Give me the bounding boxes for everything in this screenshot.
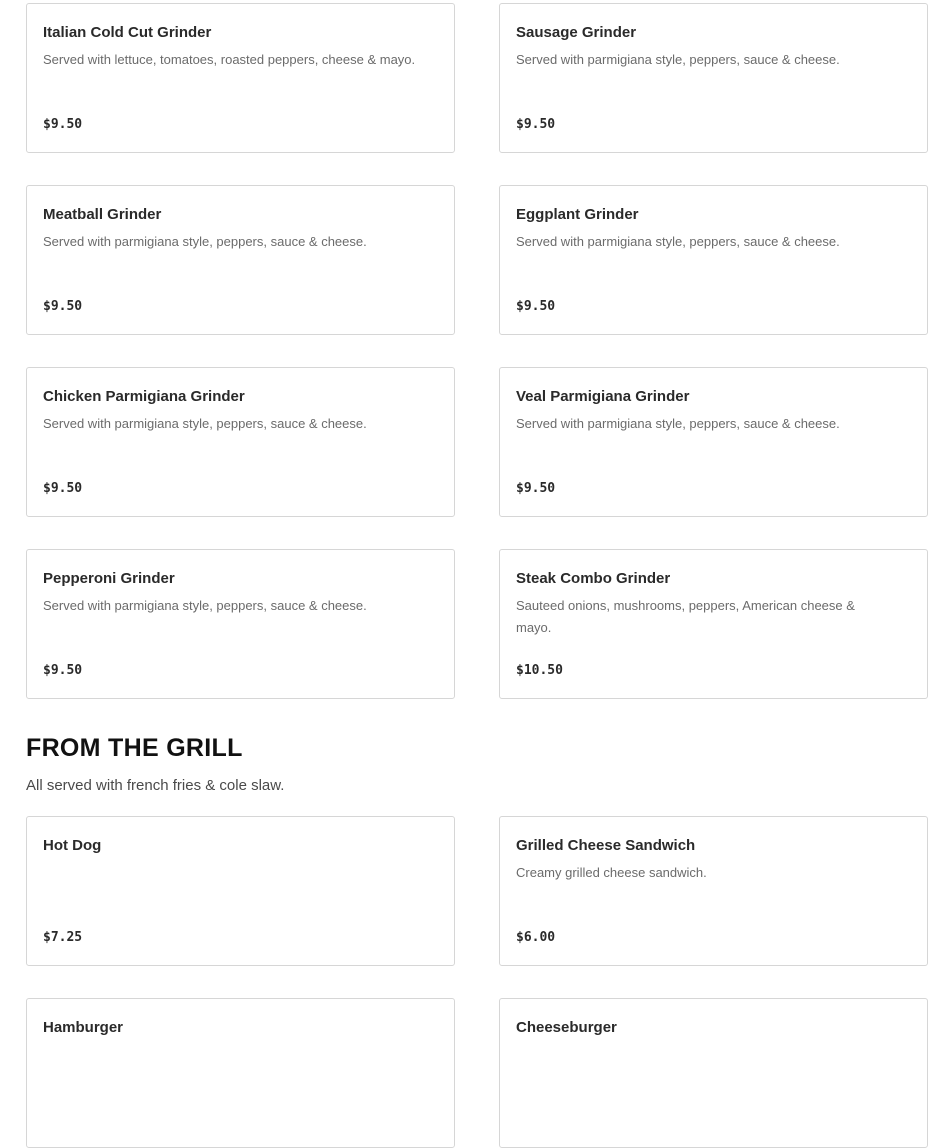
grill-grid xyxy=(26,816,928,1148)
item-price: $9.50 xyxy=(43,117,83,132)
item-price: $9.50 xyxy=(43,481,83,496)
item-price: $10.50 xyxy=(516,663,563,678)
item-description: Served with parmigiana style, peppers, sauce & cheese. xyxy=(516,416,840,431)
item-name: Cheeseburger xyxy=(516,1019,617,1036)
menu-item-card[interactable] xyxy=(499,367,928,517)
menu-item-card[interactable] xyxy=(499,3,928,153)
section-subtitle: All served with french fries & cole slaw. xyxy=(26,777,285,794)
item-name: Eggplant Grinder xyxy=(516,206,639,223)
item-description: Served with lettuce, tomatoes, roasted peppers, cheese & mayo. xyxy=(43,52,416,67)
item-description: Sauteed onions, mushrooms, peppers, American cheese & mayo. xyxy=(516,598,855,635)
item-description: Served with parmigiana style, peppers, sauce & cheese. xyxy=(43,598,367,613)
item-price: $9.50 xyxy=(516,117,556,132)
menu-item-card[interactable] xyxy=(499,998,928,1148)
menu-item-card[interactable] xyxy=(26,185,455,335)
menu-item-card[interactable] xyxy=(26,549,455,699)
menu-item-card[interactable] xyxy=(26,3,455,153)
item-name: Steak Combo Grinder xyxy=(516,570,671,587)
item-price: $9.50 xyxy=(43,299,83,314)
item-name: Grilled Cheese Sandwich xyxy=(516,837,696,854)
item-price: $9.50 xyxy=(516,299,556,314)
item-name: Hot Dog xyxy=(43,837,102,854)
menu-item-card[interactable] xyxy=(499,185,928,335)
menu-item-card[interactable] xyxy=(499,549,928,699)
menu-item-card[interactable] xyxy=(26,367,455,517)
item-description: Served with parmigiana style, peppers, sauce & cheese. xyxy=(516,52,840,67)
item-price: $6.00 xyxy=(516,930,556,945)
menu-item-card[interactable] xyxy=(499,816,928,966)
item-description: Creamy grilled cheese sandwich. xyxy=(516,865,707,880)
grinders-grid xyxy=(26,3,928,699)
item-description: Served with parmigiana style, peppers, sauce & cheese. xyxy=(43,416,367,431)
item-description: Served with parmigiana style, peppers, sauce & cheese. xyxy=(516,234,840,249)
item-name: Chicken Parmigiana Grinder xyxy=(43,388,245,405)
item-name: Hamburger xyxy=(43,1019,124,1036)
item-price: $7.25 xyxy=(43,930,83,945)
item-price: $9.50 xyxy=(43,663,83,678)
menu-page xyxy=(26,3,928,1148)
item-name: Sausage Grinder xyxy=(516,24,637,41)
item-name: Pepperoni Grinder xyxy=(43,570,175,587)
item-price: $9.50 xyxy=(516,481,556,496)
section-title: FROM THE GRILL xyxy=(26,734,243,762)
item-name: Veal Parmigiana Grinder xyxy=(516,388,690,405)
menu-item-card[interactable] xyxy=(26,816,455,966)
item-name: Italian Cold Cut Grinder xyxy=(43,24,212,41)
menu-item-card[interactable] xyxy=(26,998,455,1148)
item-description: Served with parmigiana style, peppers, sauce & cheese. xyxy=(43,234,367,249)
item-name: Meatball Grinder xyxy=(43,206,162,223)
